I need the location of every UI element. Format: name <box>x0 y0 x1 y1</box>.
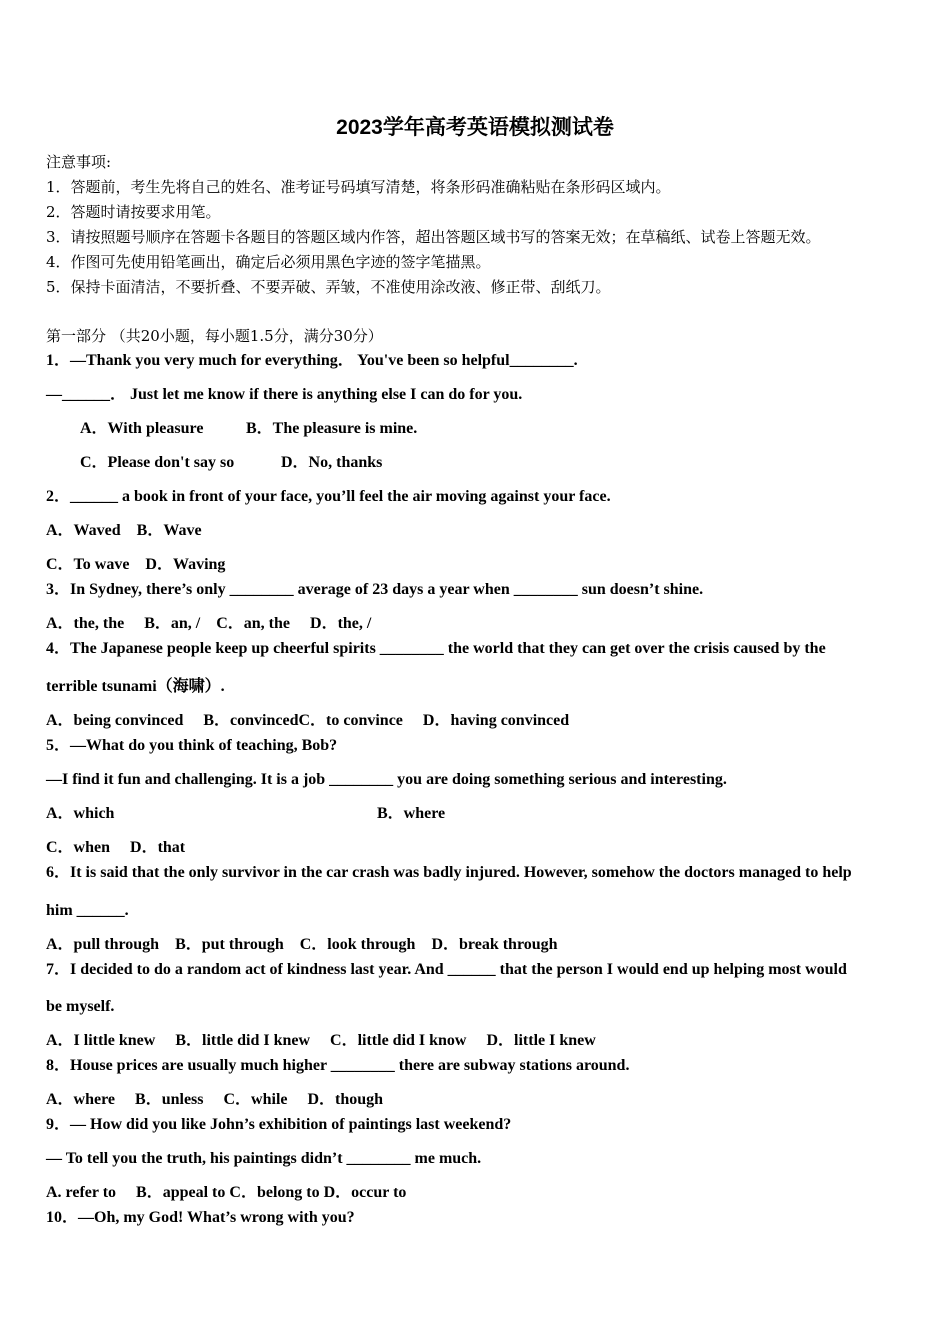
question-reply: —______． Just let me know if there is anything else I can do for you. <box>46 386 523 403</box>
question-options: A．the, the B．an, / C．an, the D．the, / <box>46 615 372 632</box>
note-item: 2．答题时请按要求用笔。 <box>46 203 221 221</box>
option-a: A．which <box>46 805 115 822</box>
question-options: C．when D．that <box>46 839 186 856</box>
note-item: 5．保持卡面清洁，不要折叠、不要弄破、弄皱，不准使用涂改液、修正带、刮纸刀。 <box>46 278 611 296</box>
question-stem-continued: him ______. <box>46 902 129 919</box>
note-item: 3．请按照题号顺序在答题卡各题目的答题区域内作答，超出答题区域书写的答案无效；在草稿纸、试卷上答题无效。 <box>46 228 821 246</box>
question-stem: 7．I decided to do a random act of kindness last year. And ______ that the person I would end up helping most would <box>46 961 847 978</box>
section-heading: 第一部分 （共20小题，每小题1.5分，满分30分） <box>46 327 383 345</box>
note-item: 1．答题前，考生先将自己的姓名、准考证号码填写清楚，将条形码准确粘贴在条形码区域内。 <box>46 178 671 196</box>
option-b: B．The pleasure is mine. <box>246 420 418 437</box>
option-a: A．With pleasure <box>80 420 204 437</box>
question-stem: 6．It is said that the only survivor in the car crash was badly injured. However, somehow the doctors managed to help <box>46 864 852 881</box>
question-stem: 1．—Thank you very much for everything． You've been so helpful________. <box>46 352 578 369</box>
note-item: 4．作图可先使用铅笔画出，确定后必须用黑色字迹的签字笔描黑。 <box>46 253 491 271</box>
option-b: B．where <box>377 805 446 822</box>
option-c: C．Please don't say so <box>80 454 235 471</box>
question-options: A．Waved B．Wave <box>46 522 202 539</box>
question-stem: 8．House prices are usually much higher ________ there are subway stations around. <box>46 1057 630 1074</box>
question-reply: —I find it fun and challenging. It is a job ________ you are doing something serious and interesting. <box>46 771 727 788</box>
question-reply: — To tell you the truth, his paintings didn’t ________ me much. <box>46 1150 482 1167</box>
question-stem: 4．The Japanese people keep up cheerful spirits ________ the world that they can get over the crisis caused by the <box>46 640 826 657</box>
question-stem-continued: terrible tsunami（海啸）. <box>46 678 225 695</box>
question-stem: 5．—What do you think of teaching, Bob? <box>46 737 338 754</box>
question-options: A．I little knew B．little did I knew C．little did I know D．little I knew <box>46 1032 596 1049</box>
question-stem-continued: be myself. <box>46 998 115 1015</box>
option-d: D．No, thanks <box>281 454 383 471</box>
question-options: C．To wave D．Waving <box>46 556 226 573</box>
question-stem: 9．— How did you like John’s exhibition of paintings last weekend? <box>46 1116 512 1133</box>
question-options: A. refer to B．appeal to C．belong to D．occur to <box>46 1184 407 1201</box>
question-stem: 3．In Sydney, there’s only ________ average of 23 days a year when ________ sun doesn’t shine. <box>46 581 704 598</box>
notes-heading: 注意事项: <box>46 153 112 171</box>
question-options: A．pull through B．put through C．look through D．break through <box>46 936 558 953</box>
question-options: A．being convinced B．convincedC．to convince D．having convinced <box>46 712 570 729</box>
question-options: A．where B．unless C．while D．though <box>46 1091 384 1108</box>
page-title: 2023学年高考英语模拟测试卷 <box>336 116 614 139</box>
question-stem: 10．—Oh, my God! What’s wrong with you? <box>46 1209 355 1226</box>
question-stem: 2．______ a book in front of your face, you’ll feel the air moving against your face. <box>46 488 611 505</box>
